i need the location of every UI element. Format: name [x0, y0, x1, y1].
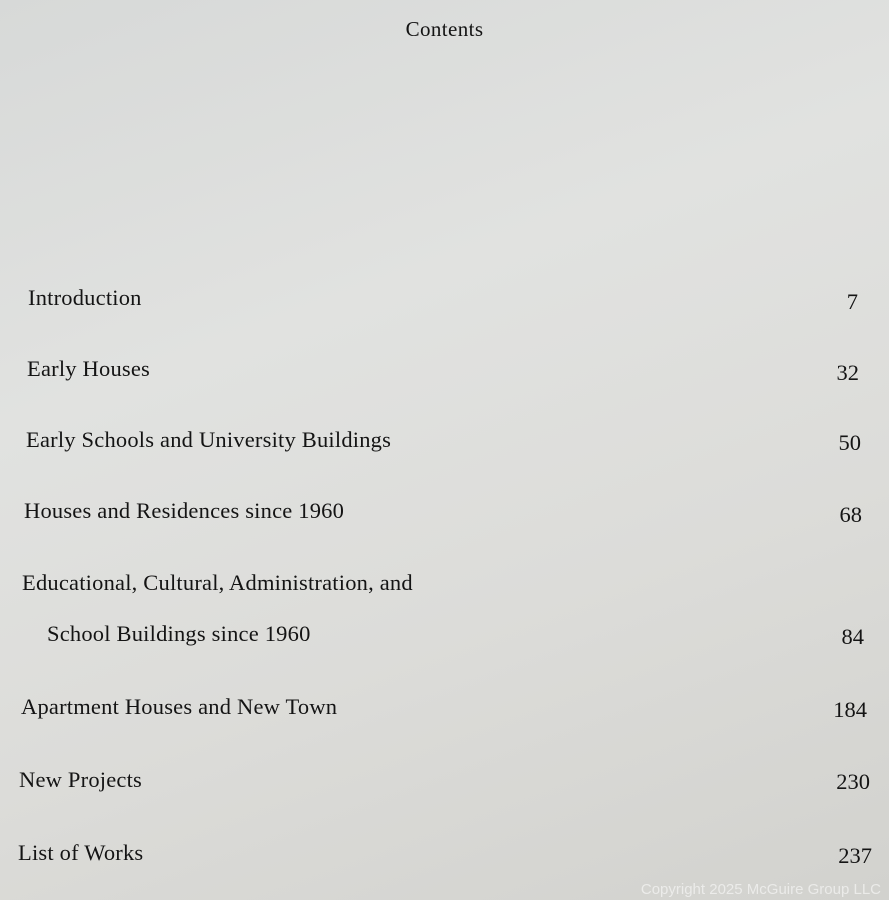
- toc-entry-page: 184: [833, 697, 867, 722]
- toc-entry-title: Apartment Houses and New Town: [21, 694, 338, 719]
- toc-entry-title: New Projects: [19, 767, 142, 792]
- toc-entry-page: 230: [836, 769, 870, 794]
- toc-entry-continuation: School Buildings since 1960: [47, 621, 311, 646]
- toc-entry-page: 237: [838, 843, 872, 868]
- toc-entry-title: List of Works: [18, 840, 144, 865]
- toc-entry-page: 7: [846, 289, 858, 314]
- toc-entry-title: Houses and Residences since 1960: [24, 498, 345, 523]
- contents-heading: Contents: [405, 17, 484, 41]
- toc-entry-title: Early Schools and University Buildings: [26, 427, 392, 452]
- copyright-watermark: Copyright 2025 McGuire Group LLC: [640, 881, 881, 898]
- toc-entry-page: 50: [838, 430, 861, 455]
- toc-entry-page: 68: [839, 502, 862, 527]
- toc-entry-title: Educational, Cultural, Administration, and: [22, 570, 413, 595]
- toc-entry-page: 84: [841, 624, 864, 649]
- toc-entry-title: Introduction: [28, 285, 142, 310]
- toc-entry-page: 32: [836, 360, 859, 385]
- toc-entry-title: Early Houses: [27, 356, 150, 381]
